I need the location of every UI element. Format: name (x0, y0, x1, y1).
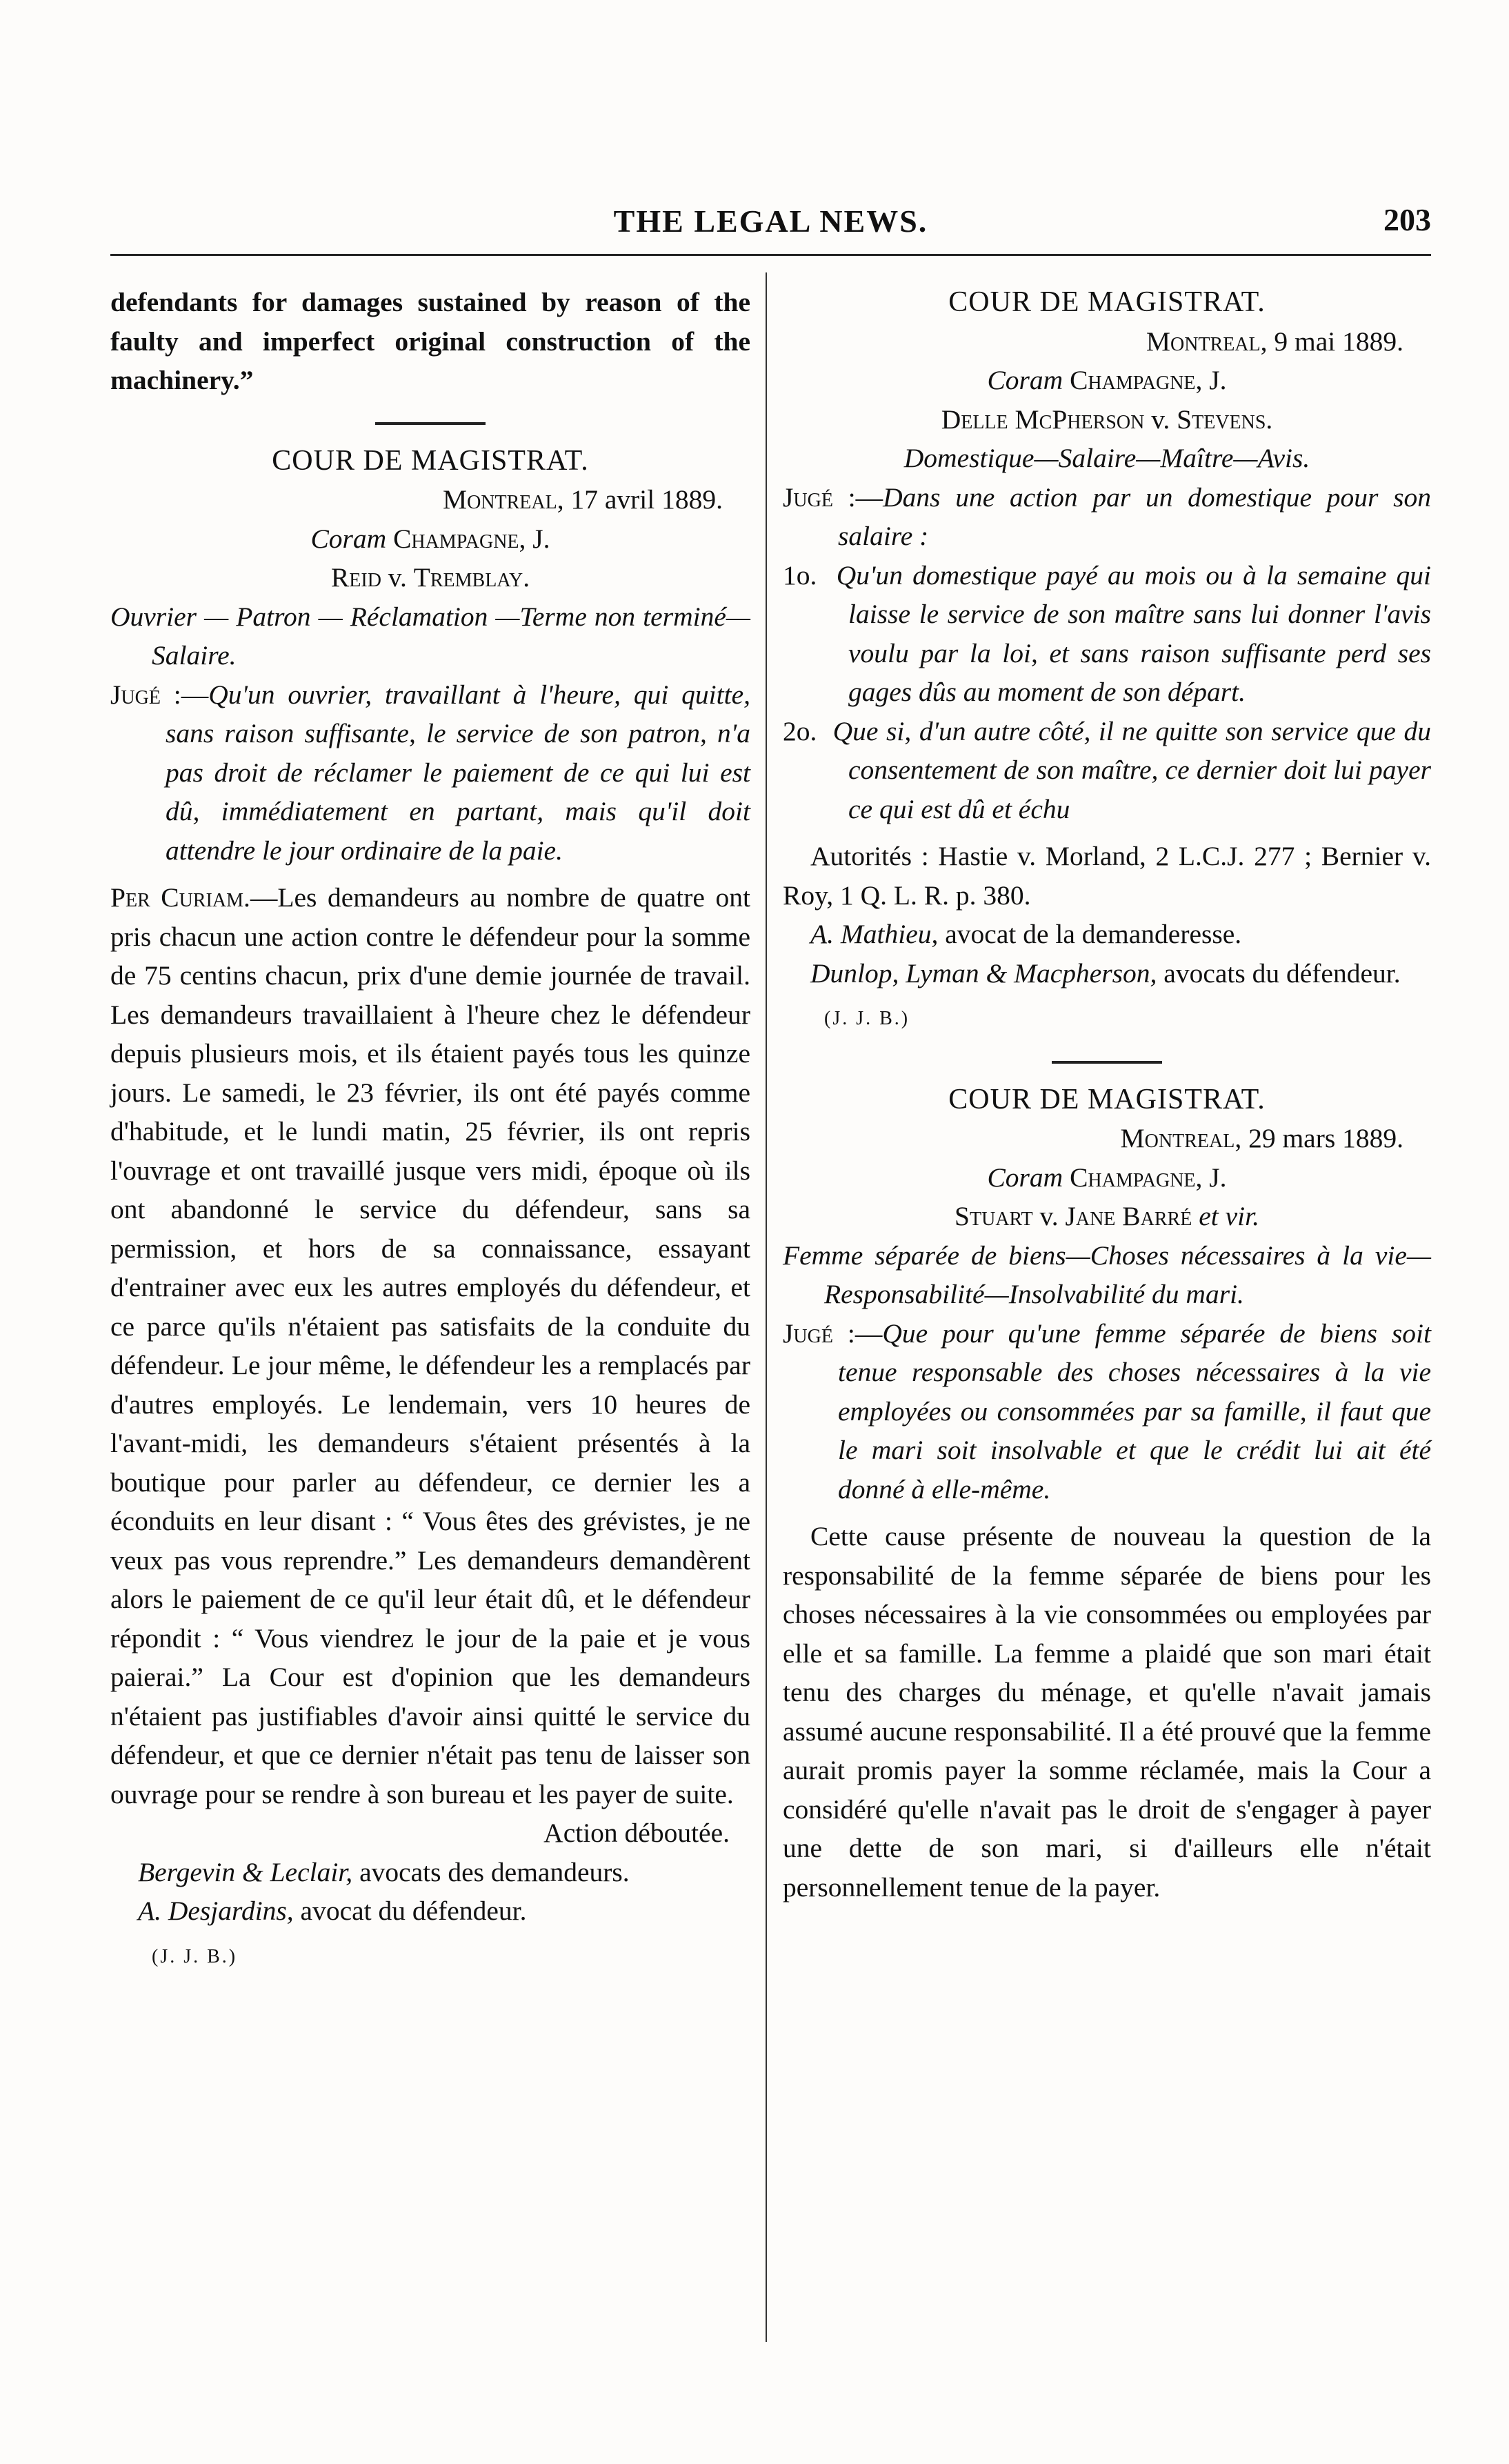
case-place: Montreal, (1120, 1123, 1242, 1153)
case-reid-tremblay (110, 441, 750, 1977)
case-subject: Ouvrier — Patron — Réclamation —Terme non terminé—Salaire. (110, 601, 750, 670)
versus: v. (1039, 1201, 1059, 1231)
item-text: Qu'un domestique payé au mois ou à la semaine qui laisse le service de son maître sans lui donner l'avis voulu par la loi, et sans raison suffisante perd ses gages dûs au moment de son départ. (836, 559, 1431, 707)
opinion-text: —Les demandeurs au nombre de quatre ont pris chacun une action contre le défendeur pour la somme de 75 centins chacun, prix d'une demie journée de travail. Les demandeurs travaillaient à l'heure chez le défendeur depuis plusieurs mois, et ils étaient payés tous les quinze jours. Le samedi, le 23 février, ils ont été payés comme d'habitude, et le lundi matin, 25 février, ils ont repris l'ouvrage et ont travaillé jusque vers midi, époque où ils ont abandonné le service du défendeur, sans sa permission, et hors de sa connaissance, essayant d'entrainer avec eux les autres employés du défendeur, et ce parce qu'ils n'étaient pas satisfaits de la conduite du défendeur. Le jour même, le défendeur les a remplacés par d'autres employés. Le lendemain, vers 10 heures de l'avant-midi, les demandeurs s'étaient présentés à la boutique pour parler au défendeur, ce dernier les a éconduits en leur disant : “ Vous êtes des grévistes, je ne veux pas vous reprendre.” Les demandeurs demandèrent alors le paiement de ce qu'il leur était dû, et le défendeur répondit : “ Vous viendrez le jour de la paie et je vous paierai.” La Cour est d'opinion que les demandeurs n'étaient pas justifiables d'avoir ainsi quitté le service du défendeur, et que ce dernier n'était pas tenu de laisser son ouvrage pour se rendre à son bureau et les payer de suite. (110, 882, 750, 1809)
judge-suffix: J. (1209, 365, 1227, 395)
page-number: 203 (1383, 202, 1431, 237)
party-plaintiff: Delle McPherson (941, 404, 1145, 435)
coram-line (783, 1158, 1431, 1198)
coram-word: Coram (987, 365, 1063, 395)
right-column (783, 283, 1431, 1907)
coram-line (783, 361, 1431, 400)
juge-paragraph (783, 478, 1431, 556)
case-date-text: 29 mars 1889. (1248, 1123, 1403, 1153)
juge-label: Jugé :— (783, 481, 883, 513)
versus: v. (1151, 404, 1170, 435)
holding-item-2 (783, 712, 1431, 829)
juge-paragraph (783, 1314, 1431, 1509)
court-heading: COUR DE MAGISTRAT. (272, 444, 589, 477)
party-defendant: Stevens. (1177, 404, 1273, 435)
result: Action déboutée. (543, 1818, 730, 1848)
juge-paragraph (110, 675, 750, 871)
counsel-role: avocats du défendeur. (1163, 957, 1401, 988)
counsel-defendant (110, 1891, 750, 1931)
page-title: THE LEGAL NEWS. (613, 203, 928, 239)
item-number: 2o. (783, 715, 817, 746)
case-mcpherson-stevens (783, 283, 1431, 1039)
court-heading: COUR DE MAGISTRAT. (948, 286, 1266, 318)
reporter-initials: (J. J. B.) (152, 1945, 238, 1967)
court-heading: COUR DE MAGISTRAT. (948, 1083, 1266, 1115)
counsel-role: avocats des demandeurs. (359, 1856, 630, 1887)
judge-suffix: J. (1209, 1162, 1227, 1193)
juge-text: Dans une action par un domestique pour son salaire : (838, 481, 1431, 551)
counsel-plaintiffs (110, 1853, 750, 1892)
reporter-initials: (J. J. B.) (824, 1008, 910, 1029)
judge-suffix: J. (532, 523, 550, 554)
case-date-text: 9 mai 1889. (1274, 326, 1403, 357)
counsel-plaintiff (783, 915, 1431, 954)
judge-name: Champagne, (1070, 1162, 1203, 1193)
section-rule (375, 422, 486, 425)
juge-text: Qu'un ouvrier, travaillant à l'heure, qui quitte, sans raison suffisante, le service de son patron, n'a pas droit de réclamer le paiement de ce qui lui est dû, immédiatement en partant, mais qu'il doit attendre le jour ordinaire de la paie. (166, 679, 750, 866)
counsel-name: A. Desjardins, (138, 1896, 294, 1926)
party-plaintiff: Stuart (955, 1201, 1033, 1231)
versus: v. (388, 562, 407, 593)
case-place: Montreal, (442, 484, 564, 515)
coram-line (110, 519, 750, 559)
party-defendant: Tremblay. (413, 562, 530, 593)
case-date (783, 322, 1431, 361)
party-suffix: et vir. (1199, 1201, 1259, 1231)
parties-line (783, 400, 1431, 439)
case-date (783, 1119, 1431, 1158)
judge-name: Champagne, (393, 523, 526, 554)
case-subject: Domestique—Salaire—Maître—Avis. (903, 443, 1310, 473)
party-defendant: Jane Barré (1065, 1201, 1192, 1231)
intro-paragraph: defendants for damages sustained by reason of the faulty and imperfect original construction of the machinery.” (110, 287, 750, 395)
case-stuart-barre (783, 1080, 1431, 1907)
juge-label: Jugé :— (783, 1318, 883, 1349)
item-number: 1o. (783, 559, 817, 590)
authorities: Autorités : Hastie v. Morland, 2 L.C.J. 277 ; Bernier v. Roy, 1 Q. L. R. p. 380. (783, 841, 1431, 911)
coram-word: Coram (310, 523, 387, 554)
parties-line (110, 558, 750, 597)
coram-word: Coram (987, 1162, 1063, 1193)
juge-label: Jugé :— (110, 679, 209, 710)
section-rule (1052, 1061, 1162, 1064)
counsel-defendant (783, 954, 1431, 993)
case-subject: Femme séparée de biens—Choses nécessaires à la vie—Responsabilité—Insolvabilité du mari. (783, 1240, 1431, 1309)
opinion-paragraph (110, 878, 750, 1814)
juge-text: Que pour qu'une femme séparée de biens soit tenue responsable des choses nécessaires à la vie employées ou consommées par sa famille, il faut que le mari soit insolvable et que le crédit lui ait été donné à elle-même. (838, 1318, 1431, 1504)
opinion-paragraph: Cette cause présente de nouveau la question de la responsabilité de la femme séparée de biens pour les choses nécessaires à la vie consommées ou employées par elle et sa famille. La femme a plaidé que son mari était tenu des charges du ménage, et qu'elle n'avait jamais assumé aucune responsabilité. Il a été prouvé que la femme aurait promis payer la somme réclamée, mais la Cour a considéré qu'elle n'avait pas le droit de s'engager à payer une dette de son mari, si d'ailleurs elle n'était personnellement tenue de la payer. (783, 1521, 1431, 1902)
party-plaintiff: Reid (330, 562, 381, 593)
per-curiam-label: Per Curiam. (110, 882, 250, 913)
counsel-role: avocat du défendeur. (300, 1896, 527, 1926)
item-text: Que si, d'un autre côté, il ne quitte son service que du consentement de son maître, ce dernier doit lui payer ce qui est dû et échu (832, 715, 1431, 824)
case-date (110, 480, 750, 519)
holding-item-1 (783, 556, 1431, 712)
left-column (110, 283, 750, 1976)
column-divider (766, 272, 767, 2342)
counsel-name: A. Mathieu, (810, 919, 939, 949)
counsel-name: Bergevin & Leclair, (138, 1856, 353, 1887)
page-header (110, 192, 1431, 256)
counsel-name: Dunlop, Lyman & Macpherson, (810, 957, 1157, 988)
case-place: Montreal, (1146, 326, 1268, 357)
counsel-role: avocat de la demanderesse. (945, 919, 1242, 949)
parties-line (783, 1197, 1431, 1236)
judge-name: Champagne, (1070, 365, 1203, 395)
case-date-text: 17 avril 1889. (570, 484, 723, 515)
